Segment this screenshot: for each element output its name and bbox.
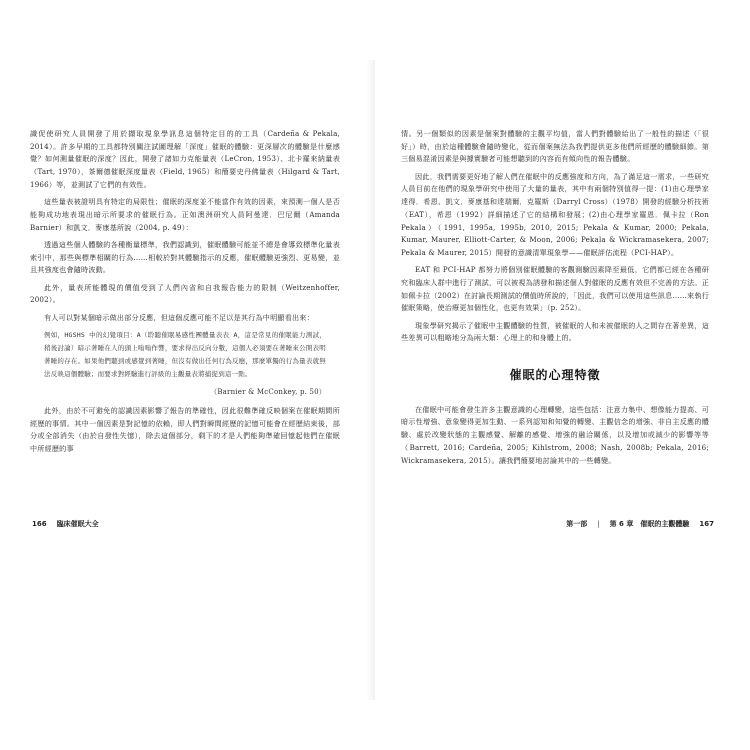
left-footer <box>32 519 99 529</box>
block-quote-citation: （Barnier & McConkey, p. 50） <box>210 387 326 396</box>
section-heading: 催眠的心理特徵 <box>509 368 601 383</box>
right-paragraph-4: 現象學研究揭示了催眠中主觀體驗的性質，被催眠的人和未被催眠的人之間存在著差異，這些差異可以粗略地分為兩大類：心理上的和身體上的。 <box>401 320 709 343</box>
right-page-number: 167 <box>699 520 714 528</box>
footer-part: 第一部 <box>566 520 588 528</box>
right-page <box>375 0 750 750</box>
left-book-title: 臨床催眠大全 <box>56 520 99 528</box>
right-paragraph-2: 因此，我們需要更好地了解人們在催眠中的反應強度和方向，為了滿足這一需求，一些研究人員目前在他們的現象學研究中使用了大量的量表，其中有兩個特別值得一提：(1)由心理學家達得．希恩、凱文．麥康基和達瑞爾．克羅斯（Darryl Cross）（1978）開發的經驗分析技術（EAT），希恩（1992）詳細描述了它的結構和發展；(2)由心理學家羅恩．佩卡拉（Ron Pekala）（1991, 1995a, 1995b, 2010, 2015; Pekala & Kumar, 2000; Pekala, Kumar, Maurer, Elliott-Carter, & Moon, 2006; Pekala & Wickramasekera, 2007; Pekala & Maurer, 2015）開發的意識清單現象學——催眠評估流程（PCI-HAP）。 <box>401 171 709 257</box>
left-paragraph-2: 這些量表被證明具有特定的局限性；催眠的深度並不能當作有效的因素，來預測一個人是否能夠成功地表現出暗示所要求的催眠行為。正如澳洲研究人員阿曼達．巴尼爾（Amanda Barnier）和凱文．麥康基所說（2004, p. 49）： <box>30 197 340 232</box>
right-paragraph-3: EAT 和 PCI-HAP 都努力將個別催眠體驗的客觀測驗因素降至最低，它們都已經在各種研究和臨床人群中進行了測試，可以被視為誘發和描述個人對催眠的反應有效但不完善的方法。正如佩卡拉（2002）在討論長期測試的價值時所說的，「因此，我們可以使用這些訊息……來執行催眠策略，使治療更加個性化，也更有效果」（p. 252）。 <box>401 265 709 313</box>
block-quote <box>44 329 326 399</box>
left-paragraph-5: 有人可以對某個暗示做出部分反應，但這個反應可能不足以是其行為中明顯看出來： <box>44 312 314 322</box>
right-paragraph-1: 情。另一個類似的因素是個案對體驗的主觀平均值，當人們對體驗給出了一般性的描述（「很好」）時，由於這種體驗會隨時變化，從而個案無法為我們提供更多他們所經歷的體驗細節。第三個易混淆因素是與據實驗者可能想聽到的內容而有傾向性的報告體驗。 <box>401 129 709 164</box>
block-quote-text: 例如，HGSHS 中的幻覺項目：A（聆聽催眠易感性團體量表表 A，這是常見的催眠能力測試，稍後討論）暗示著睡在人的頭上嗡嗡作響，要求得出反向分數，這個人必須要在著睡來公開表明著睡的存在。如果他們聽到或感覺到著睡，但沒有做出任何行為反應，那麼單獨的行為量表就無法反映這個體驗；而要求對經驗進行評級的主觀量表將捕捉到這一點。 <box>44 330 326 379</box>
right-text-column <box>401 128 709 472</box>
footer-separator: | <box>597 520 600 528</box>
right-footer <box>566 519 714 529</box>
left-paragraph-1: 識促使研究人員開發了用於擷取現象學訊息這個特定目的的工具（Cardeña & Pekala, 2014）。許多早期的工具都特別關注試圖理解「深度」催眠的體驗：更深層次的體驗是什麼感覺？如何測量催眠的深度？因此，開發了諸如力克能量表（LeCron, 1953）、北卡羅來納量表（Tart, 1970），茶爾德催眠深度量表（Field, 1965）和簡要史丹佛量表（Hilgard & Tart, 1966）等，並測試了它們的有效性。 <box>30 129 340 189</box>
left-paragraph-3: 透過這些個人體驗的各種衡量標準，我們認識到，催眠體驗可能並不總是會導致標準化量表索引中，那些與標準相關的行為……相較於對其體驗指示的反應，催眠體驗更強烈、更易變，並且其強度也會隨時波動。 <box>30 239 340 275</box>
left-text-column <box>30 128 340 460</box>
left-paragraph-after-quote: 此外，由於不可避免的認識因素影響了報告的準確性，因此很難準確反映個案在催眠期間所經歷的事情。其中一個因素是對記憶的依賴，即人們對瞬間經歷的記憶可能會在經歷結束後，部分或全部消失（由於自發性失憶），除去這個部分，剩下的才是人們能夠準確回憶起他們在催眠中所經歷的事 <box>30 405 340 453</box>
left-page-number: 166 <box>32 520 47 528</box>
footer-chapter: 第 6 章 催眠的主觀體驗 <box>609 520 690 528</box>
section-paragraph: 在催眠中可能會發生許多主觀意識的心理轉變，這些包括：注意力集中、想像能力提高、可暗示性增強、意象變得更加生動、一系列認知和知覺的轉變、主觀信念的增強、非自主反應的體驗、處於改變狀態的主觀感覺、解離的感覺、增強的融洽關係，以及增加或減少的影響等等（Barrett, 2016; Cardeña, 2005; Kihlstrom, 2008; Nash, 2008b; Pekala, 2016; Wickramasekera, 2015）。讓我們簡要地討論其中的一些轉變。 <box>401 404 709 465</box>
left-paragraph-4: 此外，量表所能體現的價值受到了人們內省和自我報告能力的限制（Weitzenhoffer, 2002）。 <box>30 282 340 305</box>
